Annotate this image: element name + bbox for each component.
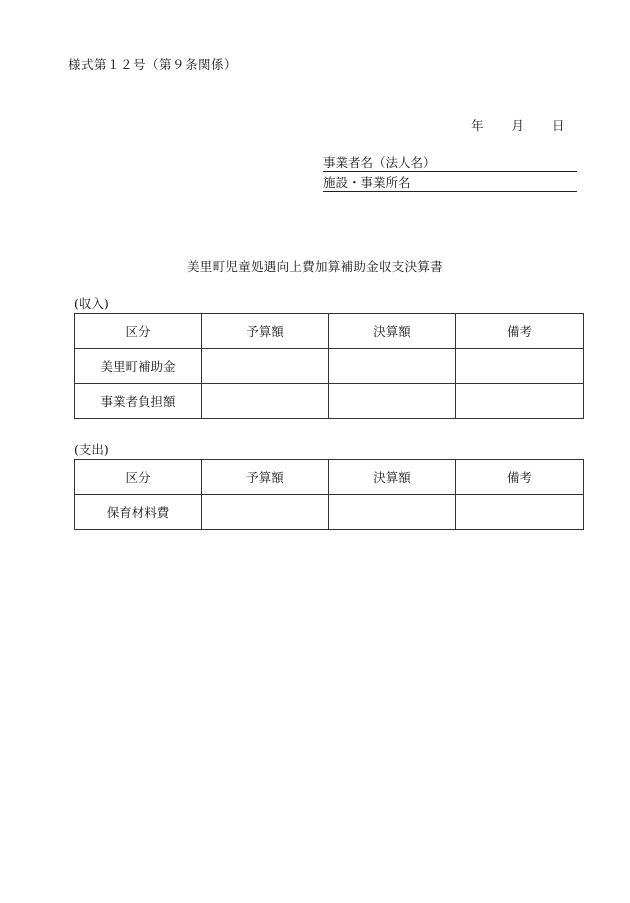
notes-cell[interactable] bbox=[456, 495, 584, 530]
month-label: 月 bbox=[511, 118, 525, 133]
budget-cell[interactable] bbox=[202, 384, 329, 419]
notes-cell[interactable] bbox=[456, 349, 584, 384]
table-row bbox=[75, 349, 584, 384]
header-category: 区分 bbox=[75, 314, 202, 349]
settlement-cell[interactable] bbox=[329, 495, 456, 530]
facility-name-label: 施設・事業所名 bbox=[323, 175, 411, 190]
settlement-cell[interactable] bbox=[329, 384, 456, 419]
facility-name-field[interactable] bbox=[323, 175, 577, 192]
header-notes: 備考 bbox=[456, 460, 584, 495]
budget-cell[interactable] bbox=[202, 349, 329, 384]
row-category: 事業者負担額 bbox=[75, 384, 202, 419]
notes-cell[interactable] bbox=[456, 384, 584, 419]
row-category: 美里町補助金 bbox=[75, 349, 202, 384]
business-name-label: 事業者名（法人名） bbox=[323, 155, 436, 170]
table-row bbox=[75, 384, 584, 419]
income-table bbox=[74, 313, 584, 419]
business-name-field[interactable] bbox=[323, 155, 577, 172]
expense-table bbox=[74, 459, 584, 530]
header-budget: 予算額 bbox=[202, 314, 329, 349]
year-label: 年 bbox=[471, 118, 484, 133]
header-settlement: 決算額 bbox=[329, 460, 456, 495]
header-category: 区分 bbox=[75, 460, 202, 495]
date-line bbox=[471, 116, 565, 134]
header-settlement: 決算額 bbox=[329, 314, 456, 349]
row-category: 保育材料費 bbox=[75, 495, 202, 530]
document-title: 美里町児童処遇向上費加算補助金収支決算書 bbox=[186, 259, 443, 274]
settlement-cell[interactable] bbox=[329, 349, 456, 384]
budget-cell[interactable] bbox=[202, 495, 329, 530]
income-section-label: (収入) bbox=[74, 296, 109, 311]
header-notes: 備考 bbox=[456, 314, 584, 349]
income-header-row bbox=[75, 314, 584, 349]
day-label: 日 bbox=[552, 118, 565, 133]
expense-header-row bbox=[75, 460, 584, 495]
header-budget: 予算額 bbox=[202, 460, 329, 495]
table-row bbox=[75, 495, 584, 530]
form-number: 様式第１２号（第９条関係） bbox=[68, 57, 238, 72]
expense-section-label: (支出) bbox=[74, 442, 109, 457]
